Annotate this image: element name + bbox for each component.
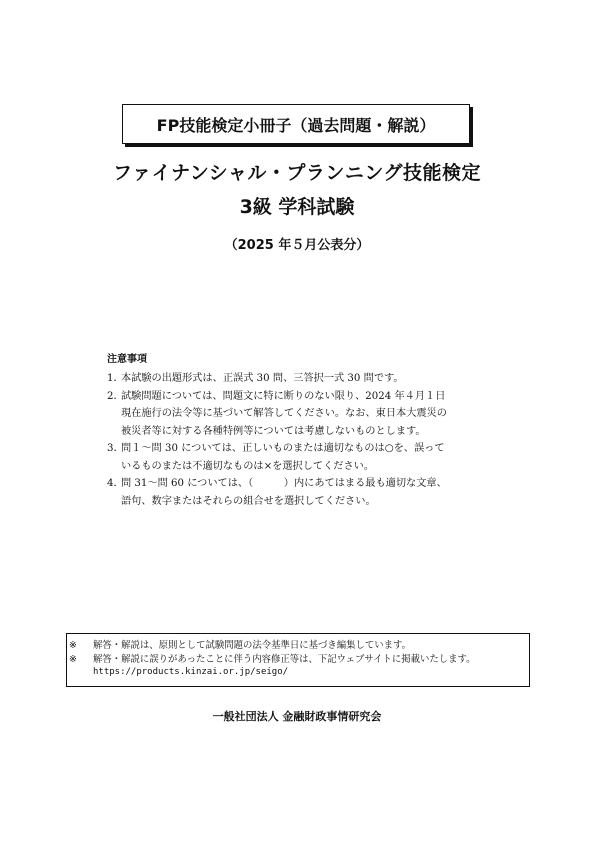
footnote-text: 解答・解説は、原則として試験問題の法令基準日に基づき編集しています。 <box>93 640 412 651</box>
note-line: 語句、数字またはそれらの組合せを選択してください。 <box>121 495 376 507</box>
note-line: 問 31～問 60 については、（ ）内にあてはまる最も適切な文章、 <box>121 478 447 489</box>
exam-title: ファイナンシャル・プランニング技能検定 <box>113 162 481 184</box>
note-line: 問１～問 30 については、正しいものまたは適切なものは○を、誤って <box>121 443 445 454</box>
note-number: 1． <box>107 373 124 384</box>
publisher-name: 一般社団法人 金融財政事情研究会 <box>212 710 382 723</box>
exam-subtitle: 3級 学科試験 <box>239 196 355 218</box>
note-item <box>107 370 527 388</box>
footnote-mark: ※ <box>69 653 77 665</box>
note-line: 本試験の出題形式は、正誤式 30 問、三答択一式 30 問です。 <box>121 373 404 384</box>
booklet-label-box <box>122 104 470 144</box>
correction-url-link[interactable]: https://products.kinzai.or.jp/seigo/ <box>93 667 289 677</box>
footnote-text: 解答・解説に誤りがあったことに伴う内容修正等は、下記ウェブサイトに掲載いたします。 <box>93 653 476 665</box>
note-line: 試験問題については、問題文に特に断りのない限り、2024 年４月１日 <box>121 390 446 402</box>
note-line: いるものまたは不適切なものは×を選択してください。 <box>121 460 375 472</box>
booklet-label: FP技能検定小冊子（過去問題・解説） <box>156 115 436 135</box>
note-number: 2． <box>107 390 124 402</box>
footnote-box <box>66 633 530 687</box>
footnote-mark: ※ <box>69 640 77 651</box>
note-number: 3． <box>107 443 124 454</box>
footnote-row <box>67 653 529 667</box>
note-item <box>107 475 527 510</box>
notes-heading: 注意事項 <box>107 354 147 365</box>
note-item <box>107 440 527 475</box>
note-number: 4． <box>107 478 124 489</box>
notes-list <box>107 370 527 510</box>
footnote-row <box>67 639 529 653</box>
note-line: 現在施行の法令等に基づいて解答してください。なお、東日本大震災の <box>121 408 447 419</box>
note-line: 被災者等に対する各種特例等については考慮しないものとします。 <box>121 425 426 437</box>
note-item <box>107 388 527 441</box>
publication-date: （2025 年５月公表分） <box>224 238 370 253</box>
